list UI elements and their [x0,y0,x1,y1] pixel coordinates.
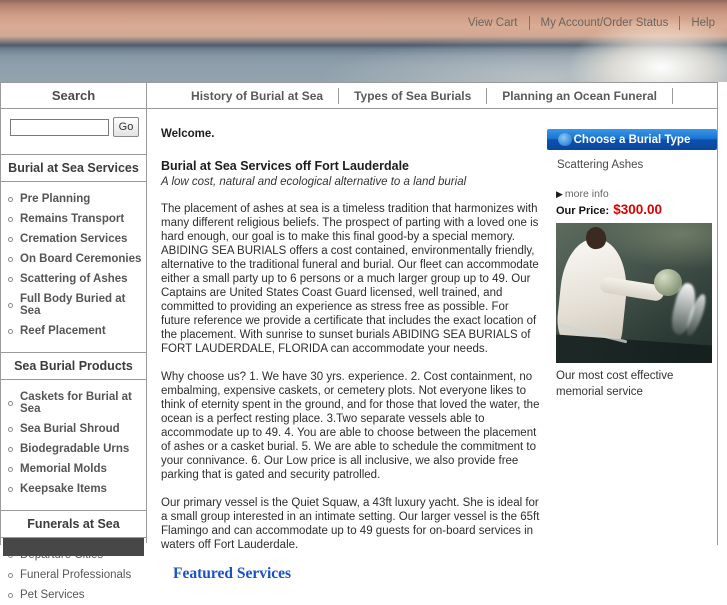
sidebar [1,109,147,601]
sidebar-item[interactable] [1,387,146,419]
circle-bullet-icon [8,467,13,472]
sidebar-item[interactable] [1,479,146,499]
more-info-label: more info [564,188,609,200]
sidebar-item-label: Memorial Molds [20,463,107,475]
sidebar-item-label: Reef Placement [20,325,106,337]
sidebar-item-label: Remains Transport [20,213,125,225]
sidebar-item-label: Pre Planning [20,193,91,205]
featured-services-link[interactable]: Featured Services [173,565,292,582]
divider [679,16,680,30]
sidebar-list [1,387,146,499]
choose-burial-type-label: Choose a Burial Type [573,133,691,146]
circle-bullet-icon [8,427,13,432]
sidebar-item-label: Biodegradable Urns [20,443,130,455]
sidebar-item[interactable] [1,189,146,209]
sidebar-item-label: Pet Services [20,589,85,601]
circle-bullet-icon [8,217,13,222]
body-paragraph: The placement of ashes at sea is a timeless tradition that harmonizes with many different religious beliefs. The prospect of parting with a loved one is hard enough, our goal is to make this final good-by a special memory. ABIDING SEA BURIALS offers a cost contained, environmentally friendly, alternative to the traditional funeral and burial. Our fleet can accommodate either a small party up to 6 persons or a much larger group up to 49. Our Captains are United States Coast Guard licensed, well trained, and committed to providing an experience as stress free as possible. For future reference we provide a certificate that includes the exact location of the placement. With sunrise to sunset burials ABIDING SEA BURIALS of FORT LAUDERDALE, FLORIDA can accommodate your needs. [161,203,539,355]
more-info-link[interactable] [556,188,717,200]
price-row [556,202,717,217]
circle-bullet-icon [8,573,13,578]
circle-bullet-icon [8,303,13,308]
sidebar-item[interactable] [1,229,146,249]
sidebar-list [1,189,146,341]
sidebar-item-label: Sea Burial Shroud [20,423,120,435]
header-link[interactable]: Help [691,17,715,29]
sidebar-item-label: Full Body Buried at Sea [20,293,126,317]
sidebar-section [1,352,146,499]
circle-bullet-icon [8,487,13,492]
circle-bullet-icon [8,593,13,598]
sidebar-item-label: Caskets for Burial at Sea [20,391,132,415]
scattering-ashes-photo[interactable] [556,223,712,363]
choose-burial-type-button[interactable] [547,129,717,150]
header-link[interactable]: View Cart [467,17,518,29]
search-section-label: Search [1,83,147,108]
circle-bullet-icon [8,257,13,262]
sidebar-item[interactable] [1,209,146,229]
nav-link[interactable]: Planning an Ocean Funeral [502,88,657,103]
sidebar-item-label: Keepsake Items [20,483,107,495]
body-paragraph: Our primary vessel is the Quiet Squaw, a 43ft luxury yacht. She is ideal for a small group interested in an intimate setting. Our larger vessel is the 65ft Flamingo and can accommodate up to 49 guests for on-board services in waters off Fort Lauderdale. [161,497,540,551]
main-content [147,109,547,582]
sidebar-item[interactable] [1,565,146,585]
sidebar-section-title: Burial at Sea Services [1,154,146,182]
body-paragraphs [161,202,541,552]
sidebar-item[interactable] [1,289,146,321]
sidebar-item-label: Funeral Professionals [20,569,132,581]
sidebar-item[interactable] [1,459,146,479]
navbar [1,82,717,109]
content-frame [0,82,718,601]
sidebar-section-title: Sea Burial Products [1,352,146,380]
product-caption: Our most cost effective memorial service [556,370,674,398]
sidebar-bottom-bar[interactable] [3,538,144,556]
sidebar-section-title: Funerals at Sea [1,510,146,538]
product-column [547,109,717,543]
circle-bullet-icon [8,329,13,334]
sidebar-item[interactable] [1,439,146,459]
divider [529,16,530,30]
orb-icon [558,133,572,146]
page-title: Burial at Sea Services off Fort Lauderdale [161,159,409,173]
sidebar-item-label: Cremation Services [20,233,128,245]
circle-bullet-icon [8,237,13,242]
sidebar-section [1,154,146,341]
sidebar-item-label: On Board Ceremonies [20,253,142,265]
welcome-heading: Welcome. [161,128,215,140]
price-value: $300.00 [613,202,662,217]
divider [672,88,673,104]
divider [486,88,487,104]
nav-link[interactable]: Types of Sea Burials [354,88,472,103]
header-links [468,16,715,30]
sidebar-item[interactable] [1,249,146,269]
sidebar-item[interactable] [1,269,146,289]
circle-bullet-icon [8,447,13,452]
sidebar-item[interactable] [1,321,146,341]
search-row [1,109,146,143]
search-go-button[interactable]: Go [113,117,139,137]
sidebar-item[interactable] [1,419,146,439]
header-link[interactable]: My Account/Order Status [540,17,669,29]
search-input[interactable] [10,119,109,136]
body-paragraph: Why choose us? 1. We have 30 yrs. experience. 2. Cost containment, no embalming, expensive caskets, or cemetery plots. Not everyone likes to think of eternity spent in the ground, and for those that loved the water, the ocean is a perfect resting place. 3.Two separate vessels able to accommodate up to 49. 4. You are able to choose between the placement of ashes or a casket burial. 5. We are able to schedule the commitment to your connivance. 6. Our Low price is all inclusive, we also provide free parking that is gated and security patrolled. [161,371,540,481]
hero-sunset-ocean-image [0,0,727,82]
sidebar-item-label: Scattering of Ashes [20,273,128,285]
divider [338,88,339,104]
page-subtitle: A low cost, natural and ecological alternative to a land burial [161,176,467,188]
circle-bullet-icon [8,197,13,202]
columns [1,109,717,601]
sidebar-section [1,510,146,605]
product-name: Scattering Ashes [557,159,644,171]
nav-links [147,83,717,108]
circle-bullet-icon [8,401,13,406]
price-label: Our Price: [556,205,610,217]
circle-bullet-icon [8,277,13,282]
nav-link[interactable]: History of Burial at Sea [191,88,324,103]
right-arrow-icon: ▶ [556,188,563,199]
sidebar-item[interactable] [1,585,146,605]
